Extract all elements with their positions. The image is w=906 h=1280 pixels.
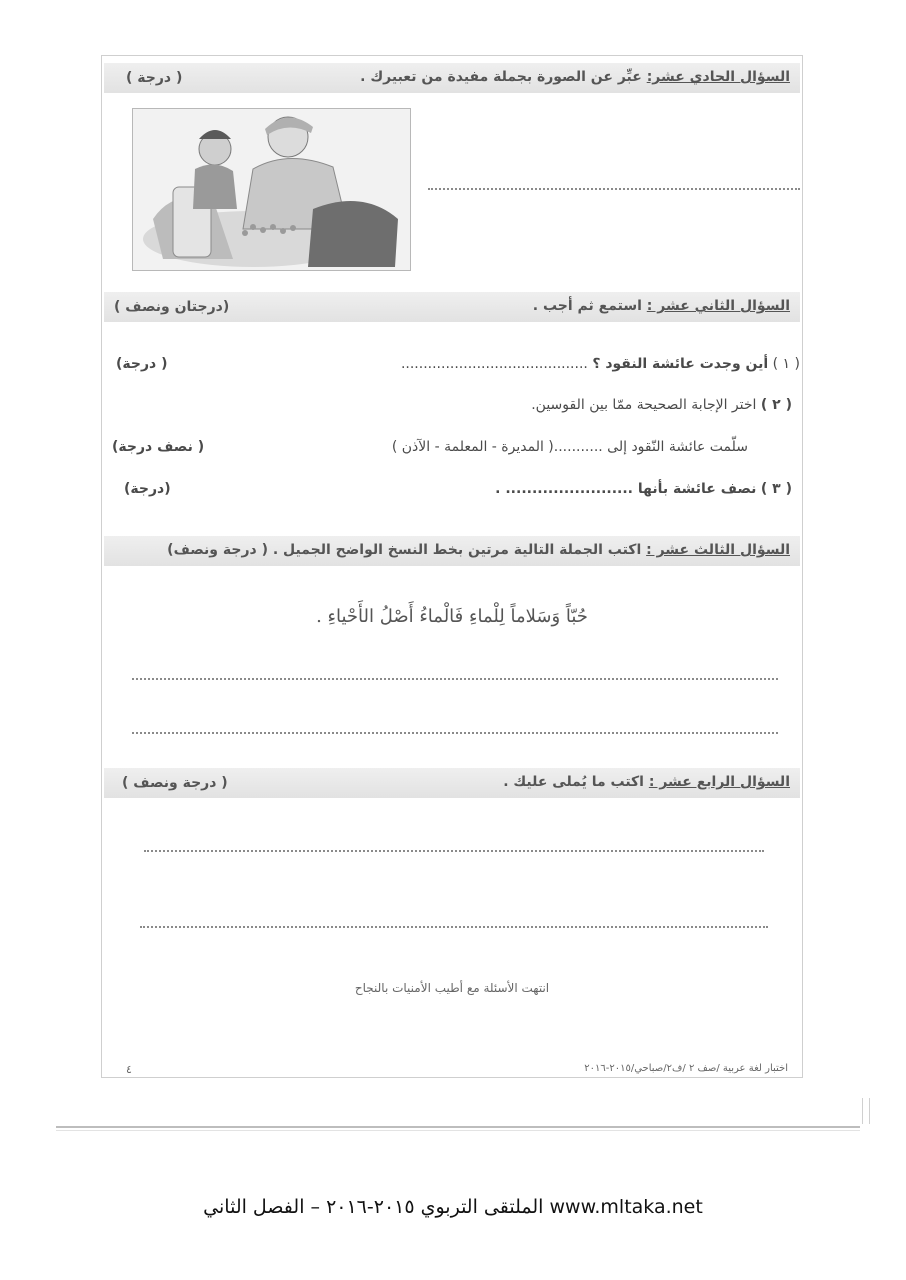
q12-item-3-number: ( ٣ ) — [760, 481, 792, 497]
question-12-text: استمع ثم أجب . — [532, 298, 642, 314]
scan-edge-line — [56, 1126, 860, 1128]
question-13-grade: ( درجة ونصف) — [167, 542, 268, 558]
question-11-grade: ( درجة ) — [126, 70, 183, 86]
question-12-header — [104, 292, 800, 322]
question-13-label: السؤال الثالث عشر : — [646, 542, 790, 558]
scan-edge-line-shadow — [56, 1130, 860, 1131]
question-12-title — [533, 298, 790, 314]
q12-item-1-grade: ( درجة) — [116, 356, 168, 372]
q13-copy-line-1[interactable] — [132, 678, 778, 680]
q12-item-1 — [401, 356, 800, 372]
question-14-grade: ( درجة ونصف ) — [122, 775, 228, 791]
q12-item-3-text[interactable]: نصف عائشة بأنها ........................ . — [495, 481, 757, 497]
exam-footer: اختبار لغة عربية /صف ٢ /ف٢/صباحي/٢٠١٥-٢٠١٦ — [584, 1063, 788, 1074]
q12-item-1-text: أين وجدت عائشة النقود ؟ — [592, 356, 769, 372]
q13-model-sentence: حُبّاً وَسَلاماً لِلْماءِ فَالْماءُ أَصْلُ الأَحْياءِ . — [316, 606, 588, 627]
question-11-text: عبِّر عن الصورة بجملة مفيدة من تعبيرك . — [360, 69, 642, 85]
question-11-picture — [132, 108, 411, 271]
q13-copy-line-2[interactable] — [132, 732, 778, 734]
question-12-grade: (درجتان ونصف ) — [114, 299, 230, 315]
site-footer[interactable]: الملتقى التربوي ٢٠١٥-٢٠١٦ – الفصل الثاني www.mltaka.net — [203, 1196, 703, 1218]
q12-item-1-number: ( ١ ) — [772, 356, 800, 372]
question-13-title — [167, 542, 790, 558]
q12-item-2-sentence[interactable]: سلّمت عائشة النّقود إلى ...........( المديرة - المعلمة - الآذن ) — [391, 439, 748, 455]
q12-item-3 — [495, 481, 792, 497]
q12-item-2 — [531, 397, 792, 413]
question-14-text: اكتب ما يُملى عليك . — [503, 774, 644, 790]
question-12-label: السؤال الثاني عشر : — [646, 298, 790, 314]
q14-dictation-line-2[interactable] — [140, 926, 768, 928]
question-14-header — [104, 768, 800, 798]
question-11-title — [360, 69, 790, 85]
question-14-label: السؤال الرابع عشر : — [648, 774, 790, 790]
question-11-header — [104, 63, 800, 93]
question-13-header — [104, 536, 800, 566]
q12-item-2-text: اختر الإجابة الصحيحة ممّا بين القوسين. — [531, 397, 757, 413]
illustration-woman-girl-coins-icon — [133, 109, 410, 270]
question-11-answer-line[interactable] — [428, 188, 800, 190]
exam-sheet — [101, 55, 803, 1078]
q12-item-2-number: ( ٢ ) — [760, 397, 792, 413]
question-14-title — [503, 774, 790, 790]
question-11-label: السؤال الحادي عشر: — [646, 69, 790, 85]
q12-item-2-grade: ( نصف درجة) — [112, 439, 205, 455]
question-13-text: اكتب الجملة التالية مرتين بخط النسخ الواضح الجميل . — [272, 542, 642, 558]
q12-item-1-dots[interactable]: .......................................... — [400, 356, 588, 372]
q12-item-3-grade: (درجة) — [124, 481, 171, 497]
end-note: انتهت الأسئلة مع أطيب الأمنيات بالنجاح — [354, 981, 550, 995]
page-number: ٤ — [126, 1063, 132, 1076]
q14-dictation-line-1[interactable] — [144, 850, 764, 852]
scan-edge-mark — [862, 1098, 870, 1124]
